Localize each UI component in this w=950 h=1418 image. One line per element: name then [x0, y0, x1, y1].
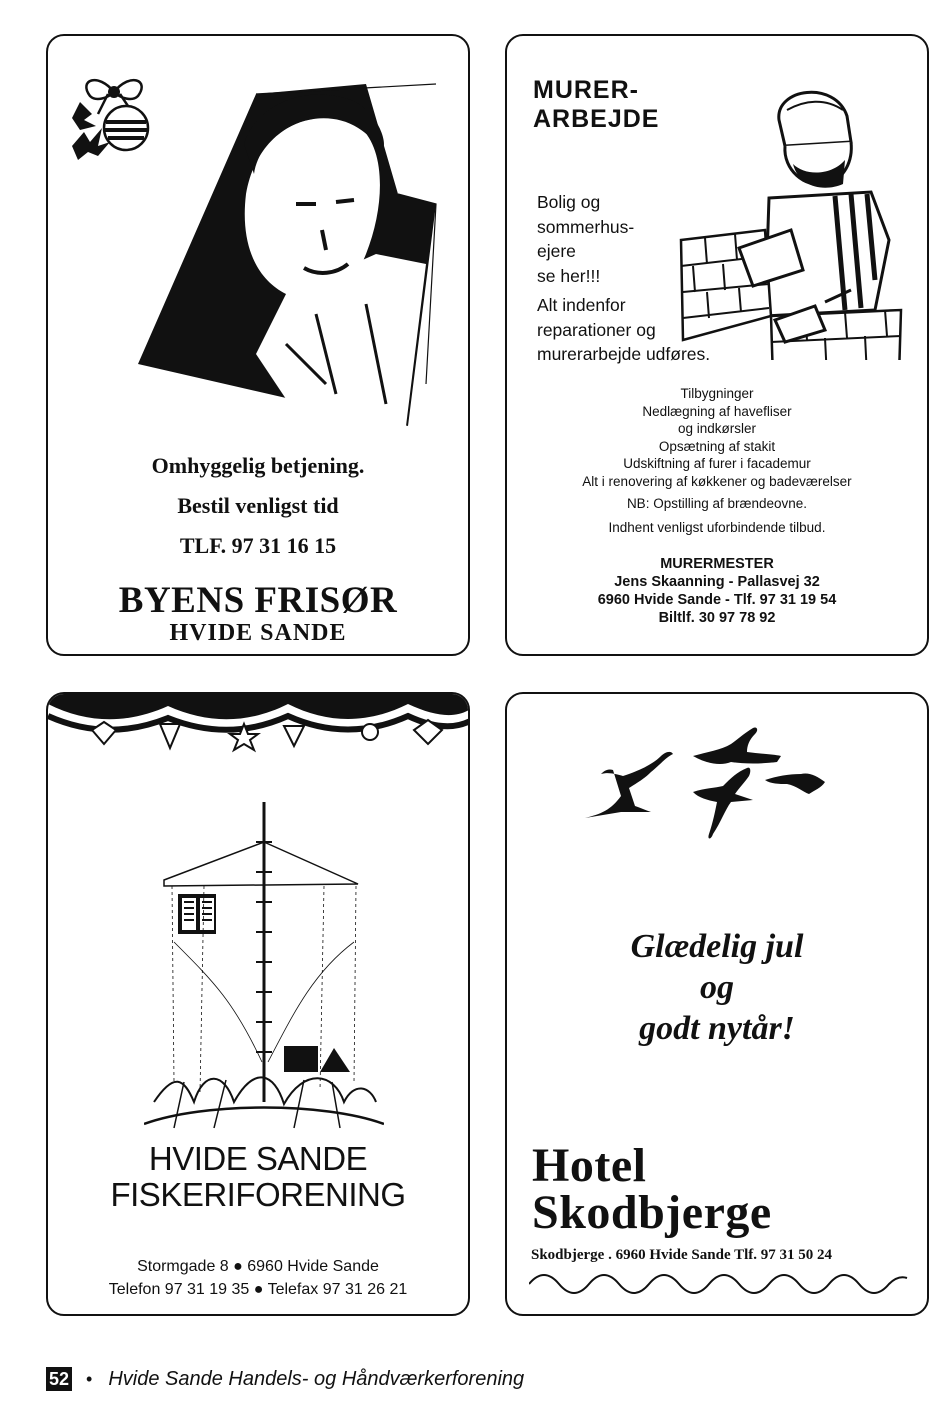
christmas-garland-icon [48, 694, 470, 758]
tagline-careful-service: Omhyggelig betjening. [151, 453, 365, 478]
service-item: Tilbygninger [680, 386, 754, 401]
service-item: og indkørsler [677, 421, 757, 436]
intro-line: reparationer og [537, 319, 656, 340]
hotel-name-line-2: Skodbjerge [532, 1186, 772, 1239]
ad-fiskeriforening [46, 692, 470, 1316]
publication-name: Hvide Sande Handels- og Håndværkerforening [108, 1367, 525, 1390]
greeting-line-2: og [700, 969, 734, 1006]
intro-line: ejere [537, 241, 576, 261]
greeting-line-3: godt nytår! [639, 1010, 795, 1047]
services-list [507, 385, 927, 536]
fiskeri-phones: Telefon 97 31 19 35 ● Telefax 97 31 26 21 [108, 1281, 408, 1298]
ad-murerarbejde [505, 34, 929, 656]
business-name: BYENS FRISØR [118, 580, 398, 621]
footer-bullet: • [86, 1368, 93, 1389]
service-item: Alt i renovering af køkkener og badeværelser [582, 473, 852, 489]
fiskeri-address: Stormgade 8 ● 6960 Hvide Sande [137, 1258, 379, 1275]
holiday-greeting [507, 926, 927, 1049]
intro-line: se her!!! [537, 265, 601, 286]
service-offer: Indhent venligst uforbindende tilbud. [608, 519, 826, 535]
intro-text [537, 190, 710, 367]
org-line-2: FISKERIFORENING [110, 1176, 406, 1213]
heading-line-1: MURER- [533, 76, 639, 104]
net-hut-illustration [144, 802, 384, 1132]
greeting-line-1: Glædelig jul [630, 928, 804, 965]
hotel-name-line-1: Hotel [532, 1139, 647, 1192]
hotel-address: Skodbjerge . 6960 Hvide Sande Tlf. 97 31 50 24 [531, 1247, 833, 1263]
bricklayer-illustration [675, 80, 911, 360]
service-item: Opsætning af stakit [658, 438, 776, 454]
phone-number: TLF. 97 31 16 15 [179, 533, 337, 558]
service-note: NB: Opstilling af brændeovne. [626, 496, 808, 511]
heading-line-2: ARBEJDE [533, 105, 660, 133]
ad-heading [533, 76, 659, 134]
owner-address: Jens Skaanning - Pallasvej 32 [614, 574, 820, 590]
town-name: HVIDE SANDE [169, 620, 347, 646]
service-item: Nedlægning af havefliser [642, 403, 792, 419]
portrait-illustration [136, 54, 446, 434]
owner-mobile: Biltlf. 30 97 78 92 [658, 610, 776, 626]
flying-geese-icon [581, 722, 831, 848]
tagline-book-appointment: Bestil venligst tid [177, 493, 339, 518]
intro-line: Alt indenfor [537, 295, 626, 315]
ad-hotel-skodbjerge [505, 692, 929, 1316]
owner-title: MURERMESTER [660, 556, 774, 572]
ad-byens-frisor [46, 34, 470, 656]
organisation-name [48, 1141, 468, 1213]
fiskeri-contact [48, 1255, 468, 1301]
page-footer [46, 1366, 524, 1392]
intro-line: Bolig og [537, 192, 601, 212]
hotel-name [532, 1139, 772, 1239]
intro-line: sommerhus- [537, 216, 635, 237]
owner-contact [507, 555, 927, 627]
org-line-1: HVIDE SANDE [148, 1140, 368, 1177]
intro-line: murerarbejde udføres. [537, 344, 711, 364]
page-number: 52 [46, 1367, 72, 1391]
service-item: Udskiftning af furer i facademur [623, 456, 811, 471]
owner-phone: 6960 Hvide Sande - Tlf. 97 31 19 54 [597, 592, 837, 608]
wave-line-icon [529, 1268, 909, 1294]
